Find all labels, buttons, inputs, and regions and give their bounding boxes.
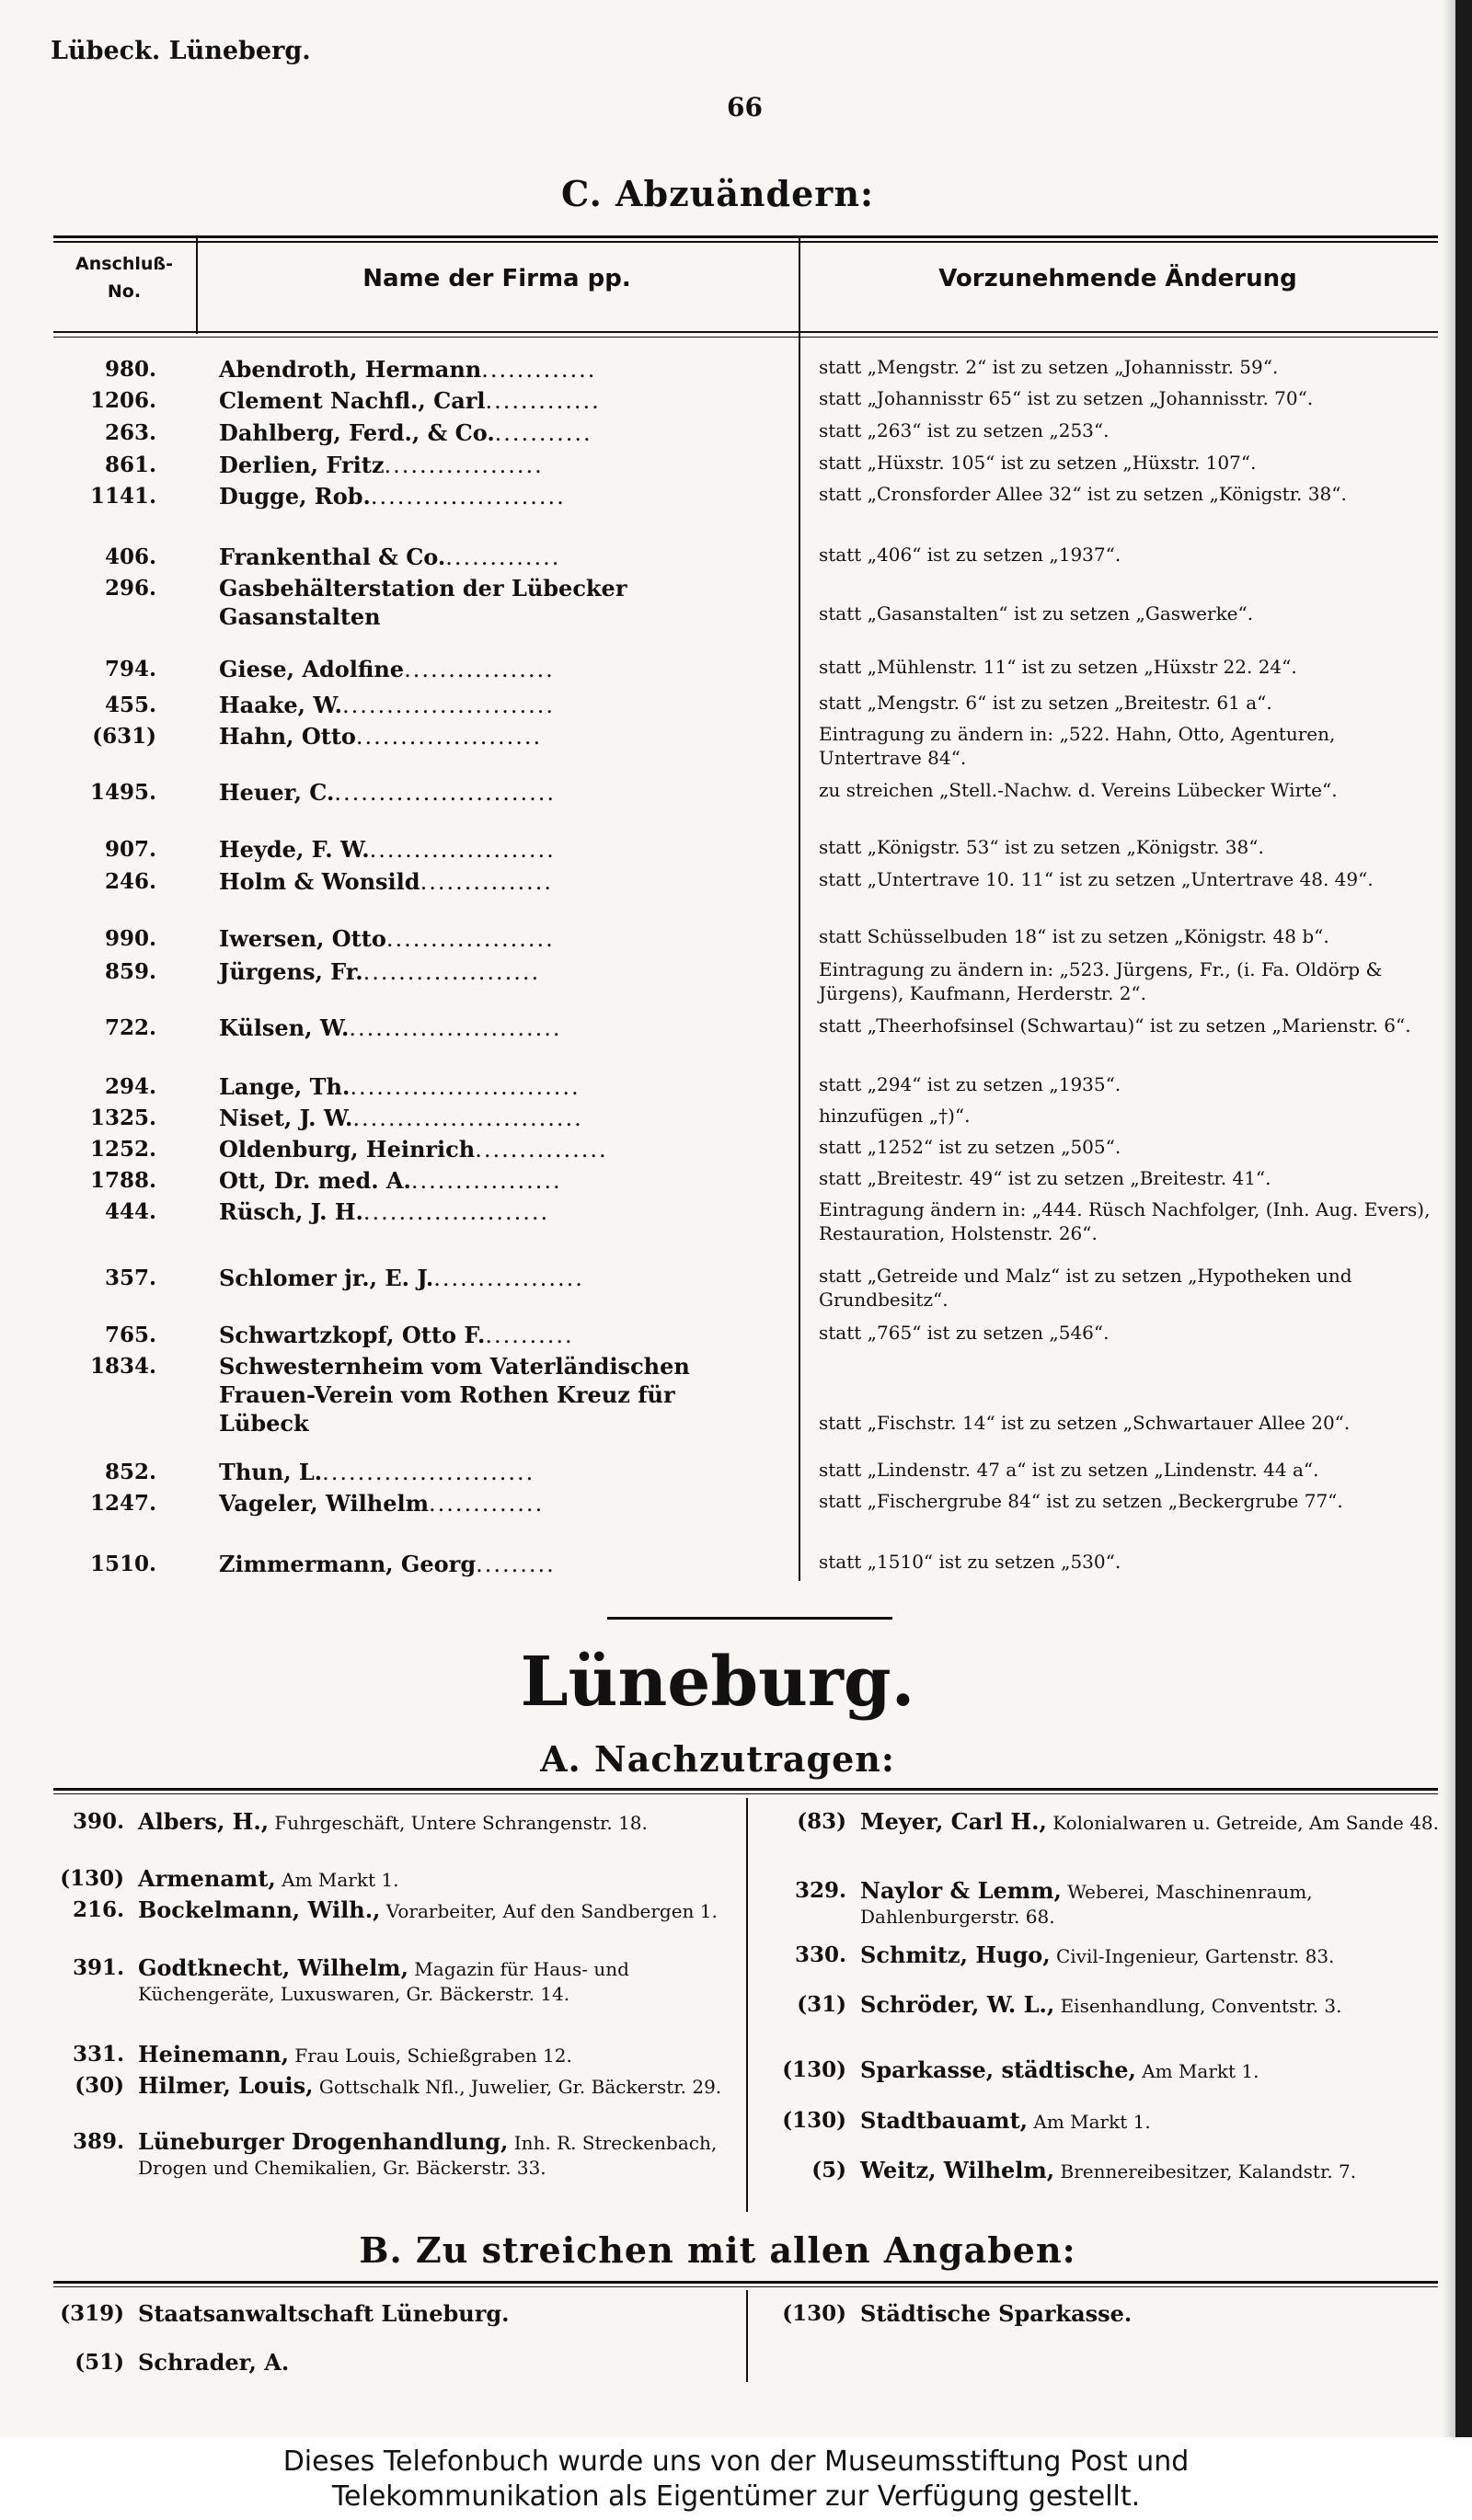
row-change: zu streichen „Stell.-Nachw. d. Vereins Lübecker Wirte“. (819, 779, 1338, 801)
page-number: 66 (727, 92, 763, 122)
list-number: (51) (75, 2350, 124, 2375)
list-name: Bockelmann, Wilh., (138, 1896, 381, 1923)
row-number: 263. (104, 420, 156, 445)
row-name: Vageler, Wilhelm (219, 1490, 430, 1517)
list-name: Städtische Sparkasse. (860, 2300, 1133, 2327)
row-name: Thun, L. (219, 1459, 323, 1485)
list-detail: Vorarbeiter, Auf den Sandbergen 1. (385, 1900, 718, 1922)
row-change: statt „Hüxstr. 105“ ist zu setzen „Hüxstr. 107“. (819, 452, 1257, 474)
list-detail: Am Markt 1. (1033, 2111, 1151, 2133)
row-name: Jürgens, Fr. (219, 958, 363, 985)
row-number: 859. (104, 959, 156, 984)
list-detail: Eisenhandlung, Conventstr. 3. (1060, 1995, 1342, 2017)
row-number: 765. (104, 1323, 156, 1347)
row-change: statt „406“ ist zu setzen „1937“. (819, 544, 1121, 566)
row-name: Schwesternheim vom Vaterländischen Frauen-Verein vom Rothen Kreuz für Lübeck (219, 1353, 690, 1437)
row-number: 990. (104, 926, 156, 951)
row-change: statt „Mengstr. 6“ ist zu setzen „Breitestr. 61 a“. (819, 692, 1272, 714)
list-number: 329. (794, 1878, 846, 1903)
column-header-name: Name der Firma pp. (362, 265, 631, 292)
list-number: 390. (72, 1809, 124, 1834)
row-name: Ott, Dr. med. A. (219, 1167, 411, 1194)
row-number: 980. (104, 357, 156, 382)
list-name: Albers, H., (138, 1808, 270, 1835)
list-number: (130) (782, 2057, 846, 2082)
row-change: statt „Johannisstr 65“ ist zu setzen „Johannisstr. 70“. (819, 387, 1314, 409)
table-top-rule-thin (53, 241, 1438, 243)
row-name: Zimmermann, Georg (219, 1551, 477, 1577)
row-change: statt „Königstr. 53“ ist zu setzen „Königstr. 38“. (819, 836, 1264, 858)
row-number: 1247. (89, 1491, 156, 1516)
list-detail: Weberei, Maschinenraum, Dahlenburgerstr. 68. (860, 1881, 1313, 1928)
row-change: statt Schüsselbuden 18“ ist zu setzen „Königstr. 48 b“. (819, 925, 1329, 947)
row-change: statt „Cronsforder Allee 32“ ist zu setzen „Königstr. 38“. (819, 483, 1347, 505)
row-name: Giese, Adolfine (219, 656, 405, 682)
table-header-rule (53, 331, 1438, 333)
list-top-rule-thin (53, 1793, 1438, 1794)
section-a-title: A. Nachzutragen: (540, 1738, 895, 1780)
row-change: statt „294“ ist zu setzen „1935“. (819, 1073, 1121, 1095)
list-number: 331. (72, 2042, 124, 2067)
list-name: Armenamt, (138, 1865, 276, 1892)
row-name: Oldenburg, Heinrich (219, 1136, 476, 1163)
list-detail: Gottschalk Nfl., Juwelier, Gr. Bäckerstr. 29. (318, 2076, 722, 2098)
list-name: Weitz, Wilhelm, (860, 2157, 1055, 2183)
section-separator (607, 1617, 892, 1620)
list-number: (319) (60, 2301, 124, 2326)
row-number: 357. (104, 1266, 156, 1290)
footer-line-1: Dieses Telefonbuch wurde uns von der Museumsstiftung Post und (282, 2446, 1190, 2478)
row-name: Gasbehälterstation der Lübecker Gasanstalten (219, 575, 627, 630)
row-change: statt „Untertrave 10. 11“ ist zu setzen „Untertrave 48. 49“. (819, 868, 1374, 890)
row-number: 1788. (89, 1168, 156, 1193)
list-detail: Magazin für Haus- und Küchengeräte, Luxuswaren, Gr. Bäckerstr. 14. (138, 1958, 629, 2005)
row-change: statt „263“ ist zu setzen „253“. (819, 419, 1110, 441)
table-top-rule (53, 235, 1438, 238)
b-top-rule (53, 2281, 1438, 2284)
b-top-rule-thin (53, 2286, 1438, 2287)
row-change: Eintragung zu ändern in: „523. Jürgens, Fr., (i. Fa. Oldörp & Jürgens), Kaufmann, Herderstr. 2“. (819, 958, 1383, 1004)
row-name: Haake, W. (219, 692, 342, 718)
row-name: Iwersen, Otto (219, 925, 386, 952)
running-header: Lübeck. Lüneberg. (51, 37, 311, 65)
row-change: statt „Lindenstr. 47 a“ ist zu setzen „Lindenstr. 44 a“. (819, 1459, 1319, 1481)
row-change: statt „Fischstr. 14“ ist zu setzen „Schwartauer Allee 20“. (819, 1412, 1351, 1434)
row-number: 794. (104, 657, 156, 682)
row-number: 1495. (89, 780, 156, 805)
list-name: Sparkasse, städtische, (860, 2056, 1136, 2083)
row-number: 296. (104, 576, 156, 601)
row-name: Hahn, Otto (219, 723, 356, 750)
section-c-title: C. Abzuändern: (561, 173, 874, 214)
section-b-title: B. Zu streichen mit allen Angaben: (359, 2229, 1076, 2271)
row-change: Eintragung ändern in: „444. Rüsch Nachfolger, (Inh. Aug. Evers), Restauration, Holstenstr. 26“. (819, 1198, 1431, 1244)
row-change: statt „Theerhofsinsel (Schwartau)“ ist zu setzen „Marienstr. 6“. (819, 1014, 1411, 1037)
column-divider (799, 238, 800, 1581)
column-header-number-line2: No. (107, 281, 142, 302)
row-name: Heyde, F. W. (219, 836, 370, 863)
row-name: Rüsch, J. H. (219, 1198, 363, 1225)
row-name: Abendroth, Hermann (219, 356, 482, 383)
row-name: Frankenthal & Co. (219, 544, 446, 570)
list-detail: Brennereibesitzer, Kalandstr. 7. (1060, 2160, 1357, 2182)
row-change: statt „Gasanstalten“ ist zu setzen „Gaswerke“. (819, 602, 1254, 624)
list-number: (5) (811, 2158, 846, 2182)
row-number: 294. (104, 1074, 156, 1099)
list-number: (130) (782, 2108, 846, 2133)
row-name: Holm & Wonsild (219, 868, 420, 895)
row-name: Schwartzkopf, Otto F. (219, 1322, 486, 1348)
list-number: (31) (797, 1992, 846, 2017)
row-name: Derlien, Fritz (219, 452, 385, 478)
list-name: Schmitz, Hugo, (860, 1942, 1051, 1968)
list-detail: Fuhrgeschäft, Untere Schrangenstr. 18. (274, 1812, 648, 1834)
list-number: 389. (72, 2129, 124, 2154)
list-name: Naylor & Lemm, (860, 1877, 1062, 1904)
row-number: 861. (104, 452, 156, 477)
row-number: 1141. (89, 484, 156, 509)
row-number: (631) (92, 724, 156, 749)
list-detail: Am Markt 1. (1142, 2060, 1259, 2082)
row-change: statt „Mühlenstr. 11“ ist zu setzen „Hüxstr 22. 24“. (819, 656, 1297, 678)
row-number: 406. (104, 544, 156, 569)
list-number: (83) (797, 1809, 846, 1834)
list-name: Staatsanwaltschaft Lüneburg. (138, 2300, 510, 2327)
list-number: (30) (75, 2073, 124, 2098)
row-change: statt „1252“ ist zu setzen „505“. (819, 1136, 1121, 1158)
list-name: Stadtbauamt, (860, 2107, 1029, 2134)
row-name: Heuer, C. (219, 779, 335, 806)
list-number: (130) (782, 2301, 846, 2326)
list-name: Hilmer, Louis, (138, 2072, 314, 2099)
row-number: 1206. (89, 388, 156, 413)
row-number: 1252. (89, 1137, 156, 1162)
column-header-number-line1: Anschluß- (75, 254, 173, 274)
page-scan: Lübeck. Lüneberg. 66 C. Abzuändern: Anschluß- No. Name der Firma pp. Vorzunehmende Änderung 980. Abendroth, Hermann............. statt „Mengstr. 2“ ist zu setzen „Johannisstr. 59“. 1206. Clement Nachfl., Carl............. statt „Johannisstr 65“ ist zu setzen „Johannisstr. 70“. 263. Dahlberg, Ferd., & Co............ statt „263“ ist zu setzen „253“. 861. Derlien, Fritz.................. statt „Hüxstr. 105“ ist zu setzen „Hüxstr. 107“. 1141. Dugge, Rob....................... statt „Cronsforder Allee 32“ ist zu setzen „Königstr. 38“. 406. Frankenthal & Co.............. statt „406“ ist zu setzen „1937“. 296. Gasbehälterstation der Lübecker Gasanstalten statt „Gasanstalten“ ist zu setzen „Gaswerke“. 794. Giese, Adolfine................. statt „Mühlenstr. 11“ ist zu setzen „Hüxstr 22. 24“. 455. Haake, W......................... statt „Mengstr. 6“ ist zu setzen „Breitestr. 61 a“. (631) Hahn, Otto..................... Eintragung zu ändern in: „522. Hahn, Otto, Agenturen, Untertrave 84“. 1495. Heuer, C.......................... zu streichen „Stell.-Nachw. d. Vereins Lübecker Wirte“. 907. Heyde, F. W...................... statt „Königstr. 53“ ist zu setzen „Königstr. 38“. 246. Holm & Wonsild............... statt „Untertrave 10. 11“ ist zu setzen „Untertrave 48. 49“. 990. Iwersen, Otto................... statt Schüsselbuden 18“ ist zu setzen „Königstr. 48 b“. 859. Jürgens, Fr..................... Eintragung zu ändern in: „523. Jürgens, Fr., (i. Fa. Oldörp & Jürgens), Kaufmann, Herderstr. 2“. 722. Külsen, W......................... statt „Theerhofsinsel (Schwartau)“ ist zu setzen „Marienstr. 6“. 294. Lange, Th........................... statt „294“ ist zu setzen „1935“. 1325. Niset, J. W........................... hinzufügen „†)“. 1252. Oldenburg, Heinrich............... statt „1252“ ist zu setzen „505“. 1788. Ott, Dr. med. A.................. statt „Breitestr. 49“ ist zu setzen „Breitestr. 41“. 444. Rüsch, J. H...................... Eintragung ändern in: „444. Rüsch Nachfolger, (Inh. Aug. Evers), Restauration, Holstenstr. 26“. 357. Schlomer jr., E. J.................. statt „Getreide und Malz“ ist zu setzen „Hypotheken und Grundbesitz“. 765. Schwartzkopf, Otto F........... statt „765“ ist zu setzen „546“. 1834. Schwesternheim vom Vaterländischen Frauen-Verein vom Rothen Kreuz für Lübeck statt „Fischstr. 14“ ist zu setzen „Schwartauer Allee 20“. 852. Thun, L......................... statt „Lindenstr. 47 a“ ist zu setzen „Lindenstr. 44 a“. 1247. Vageler, Wilhelm............. statt „Fischergrube 84“ ist zu setzen „Beckergrube 77“. 1510. Zimmermann, Georg......... statt „1510“ ist zu setzen „530“. Lüneburg. A. Nachzutragen: 390. Albers, H., Fuhrgeschäft, Untere Schrangenstr. 18. (130) Armenamt, Am Markt 1. 216. Bockelmann, Wilh., Vorarbeiter, Auf den Sandbergen 1. 391. Godtknecht, Wilhelm, Magazin für Haus- und Küchengeräte, Luxuswaren, Gr. Bäckerstr. 14. 331. Heinemann, Frau Louis, Schießgraben 12. (30) Hilmer, Louis, Gottschalk Nfl., Juwelier, Gr. Bäckerstr. 29. 389. Lüneburger Drogenhandlung, Inh. R. Streckenbach, Drogen und Chemikalien, Gr. Bäckerstr. 33. (83) Meyer, Carl H., Kolonialwaren u. Getreide, Am Sande 48. 329. Naylor & Lemm, Weberei, Maschinenraum, Dahlenburgerstr. 68. 330. Schmitz, Hugo, Civil-Ingenieur, Gartenstr. 83. (31) Schröder, W. L., Eisenhandlung, Conventstr. 3. (130) Sparkasse, städtische, Am Markt 1. (130) Stadtbauamt, Am Markt 1. (5) Weitz, Wilhelm, Brennereibesitzer, Kalandstr. 7. B. Zu streichen mit allen Angaben: (319) Staatsanwaltschaft Lüneburg. (51) Schrader, A. (130) Städtische Sparkasse. (0, 0, 1472, 2437)
column-header-number (55, 250, 193, 305)
row-change: Eintragung zu ändern in: „522. Hahn, Otto, Agenturen, Untertrave 84“. (819, 723, 1336, 769)
row-number: 1325. (89, 1105, 156, 1130)
list-number: 216. (72, 1897, 124, 1922)
list-number: 330. (794, 1942, 846, 1967)
row-number: 907. (104, 837, 156, 862)
row-change: statt „1510“ ist zu setzen „530“. (819, 1551, 1121, 1573)
row-number: 1834. (89, 1354, 156, 1379)
row-number: 852. (104, 1460, 156, 1484)
row-change: statt „765“ ist zu setzen „546“. (819, 1322, 1110, 1344)
list-number: (130) (60, 1866, 124, 1891)
row-number: 722. (104, 1015, 156, 1040)
list-name: Heinemann, (138, 2041, 289, 2068)
row-name: Külsen, W. (219, 1014, 350, 1041)
list-name: Meyer, Carl H., (860, 1808, 1047, 1835)
list-detail: Kolonialwaren u. Getreide, Am Sande 48. (1052, 1812, 1440, 1834)
row-change: statt „Mengstr. 2“ ist zu setzen „Johannisstr. 59“. (819, 356, 1279, 378)
row-name: Dahlberg, Ferd., & Co. (219, 419, 495, 446)
row-name: Dugge, Rob. (219, 483, 371, 510)
list-name: Schröder, W. L., (860, 1991, 1055, 2018)
attribution-footer (0, 2437, 1472, 2520)
list-top-rule (53, 1788, 1438, 1791)
row-change: statt „Fischergrube 84“ ist zu setzen „Beckergrube 77“. (819, 1490, 1343, 1512)
row-number: 1510. (89, 1552, 156, 1576)
page-shadow (1443, 0, 1455, 2437)
row-change: hinzufügen „†)“. (819, 1105, 971, 1127)
row-name: Schlomer jr., E. J. (219, 1265, 434, 1291)
list-detail: Am Markt 1. (282, 1869, 399, 1891)
page-edge (1455, 0, 1472, 2437)
list-detail: Civil-Ingenieur, Gartenstr. 83. (1055, 1945, 1335, 1967)
column-header-change: Vorzunehmende Änderung (938, 265, 1297, 292)
row-number: 444. (104, 1199, 156, 1224)
row-change: statt „Getreide und Malz“ ist zu setzen „Hypotheken und Grundbesitz“. (819, 1265, 1352, 1311)
list-number: 391. (72, 1955, 124, 1980)
row-number: 246. (104, 869, 156, 894)
row-name: Lange, Th. (219, 1073, 351, 1100)
list-detail: Frau Louis, Schießgraben 12. (294, 2045, 572, 2067)
list-detail: Inh. R. Streckenbach, Drogen und Chemikalien, Gr. Bäckerstr. 33. (138, 2132, 718, 2179)
row-name: Clement Nachfl., Carl (219, 387, 486, 414)
footer-line-2: Telekommunikation als Eigentümer zur Verfügung gestellt. (331, 2480, 1141, 2513)
row-change: statt „Breitestr. 49“ ist zu setzen „Breitestr. 41“. (819, 1167, 1271, 1189)
row-number: 455. (104, 693, 156, 717)
city-title: Lüneburg. (520, 1643, 915, 1722)
list-name: Schrader, A. (138, 2349, 290, 2376)
table-header-rule-thin (53, 337, 1438, 338)
list-name: Lüneburger Drogenhandlung, (138, 2128, 509, 2155)
list-name: Godtknecht, Wilhelm, (138, 1954, 408, 1981)
row-name: Niset, J. W. (219, 1105, 353, 1131)
